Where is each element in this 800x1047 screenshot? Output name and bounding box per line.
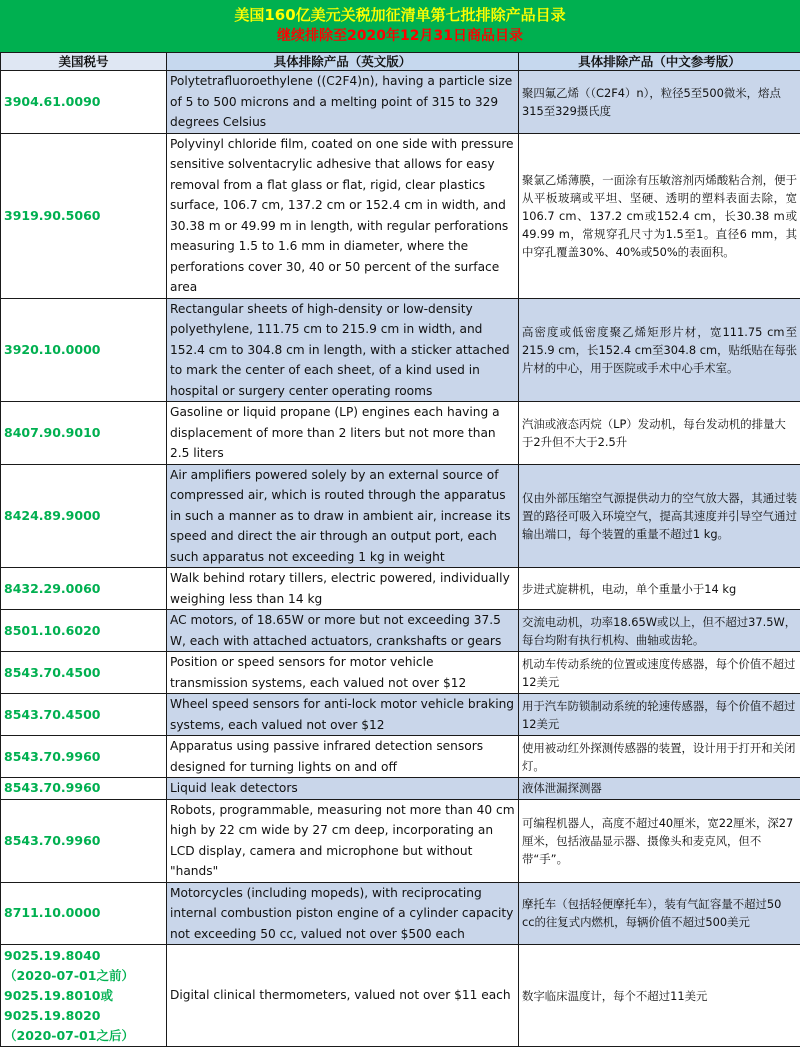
english-description-cell: Wheel speed sensors for anti-lock motor vehicle braking systems, each valued not over $12 [167,694,519,736]
hts-code-cell: 8432.29.0060 [1,568,167,610]
exclusion-table [0,52,800,1047]
english-description-cell: Polyvinyl chloride film, coated on one side with pressure sensitive solventacrylic adhesive that allows for easy removal from a flat glass or flat, rigid, clear plastics surface, 106.7 cm, 137.2 cm or 152.4 cm in width, and 30.38 m or 49.99 m in length, with regular perforations measuring 1.5 to 1.6 mm in diameter, where the perforations cover 30, 40 or 50 percent of the surface area [167,133,519,298]
chinese-description-cell: 可编程机器人，高度不超过40厘米，宽22厘米，深27厘米，包括液晶显示器、摄像头和麦克风，但不带“手”。 [519,799,800,882]
column-header-chinese: 具体排除产品（中文参考版） [519,53,800,71]
english-description-cell: Digital clinical thermometers, valued not over $11 each [167,945,519,1047]
english-description-cell: Robots, programmable, measuring not more than 40 cm high by 22 cm wide by 27 cm deep, incorporating an LCD display, camera and microphone but without "hands" [167,799,519,882]
table-row [1,133,800,298]
hts-code-line: 9025.19.8020 [4,1006,163,1026]
hts-code-cell: 3919.90.5060 [1,133,167,298]
hts-code-line: 9025.19.8010或 [4,986,163,1006]
english-description-cell: Gasoline or liquid propane (LP) engines each having a displacement of more than 2 liters but not more than 2.5 liters [167,402,519,465]
table-row [1,568,800,610]
english-description-cell: Motorcycles (including mopeds), with reciprocating internal combustion piston engine of a cylinder capacity not exceeding 50 cc, valued not over $500 each [167,882,519,945]
hts-code-cell: 8543.70.9960 [1,799,167,882]
chinese-description-cell: 用于汽车防锁制动系统的轮速传感器，每个价值不超过12美元 [519,694,800,736]
chinese-description-cell: 机动车传动系统的位置或速度传感器，每个价值不超过12美元 [519,652,800,694]
table-row [1,71,800,134]
table-row [1,778,800,800]
english-description-cell: AC motors, of 18.65W or more but not exceeding 37.5 W, each with attached actuators, crankshafts or gears [167,610,519,652]
chinese-description-cell: 液体泄漏探测器 [519,778,800,800]
table-row [1,610,800,652]
hts-code-cell: 3920.10.0000 [1,298,167,402]
english-description-cell: Apparatus using passive infrared detection sensors designed for turning lights on and off [167,736,519,778]
table-row [1,464,800,568]
table-row [1,799,800,882]
hts-code-line: 9025.19.8040 [4,946,163,966]
hts-code-cell: 8501.10.6020 [1,610,167,652]
hts-code-cell: 3904.61.0090 [1,71,167,134]
title-banner [0,0,800,52]
english-description-cell: Air amplifiers powered solely by an external source of compressed air, which is routed through the apparatus in such a manner as to draw in ambient air, increase its speed and direct the air through an output port, each such apparatus not exceeding 1 kg in weight [167,464,519,568]
english-description-cell: Position or speed sensors for motor vehicle transmission systems, each valued not over $12 [167,652,519,694]
column-header-hts-code: 美国税号 [1,53,167,71]
english-description-cell: Polytetrafluoroethylene ((C2F4)n), having a particle size of 5 to 500 microns and a melting point of 315 to 329 degrees Celsius [167,71,519,134]
chinese-description-cell: 聚四氟乙烯（（C2F4）n），粒径5至500微米，熔点315至329摄氏度 [519,71,800,134]
chinese-description-cell: 高密度或低密度聚乙烯矩形片材，宽111.75 cm至215.9 cm，长152.4 cm至304.8 cm，贴纸贴在每张片材的中心，用于医院或手术中心手术室。 [519,298,800,402]
hts-code-cell: 8424.89.9000 [1,464,167,568]
column-header-english: 具体排除产品（英文版） [167,53,519,71]
table-row [1,652,800,694]
table-row [1,882,800,945]
chinese-description-cell: 摩托车（包括轻便摩托车），装有气缸容量不超过50 cc的往复式内燃机，每辆价值不超过500美元 [519,882,800,945]
hts-code-cell: 8543.70.4500 [1,694,167,736]
table-header-row [1,53,800,71]
table-row [1,945,800,1047]
chinese-description-cell: 仅由外部压缩空气源提供动力的空气放大器，其通过装置的路径可吸入环境空气，提高其速度并引导空气通过输出端口，每个装置的重量不超过1 kg。 [519,464,800,568]
hts-code-cell: 8543.70.9960 [1,778,167,800]
table-row [1,736,800,778]
hts-code-cell: 8407.90.9010 [1,402,167,465]
hts-code-note: （2020-07-01之前） [4,966,163,986]
chinese-description-cell: 数字临床温度计，每个不超过11美元 [519,945,800,1047]
hts-code-note: （2020-07-01之后） [4,1026,163,1046]
chinese-description-cell: 聚氯乙烯薄膜，一面涂有压敏溶剂丙烯酸粘合剂，便于从平板玻璃或平坦、坚硬、透明的塑料表面去除，宽106.7 cm、137.2 cm或152.4 cm，长30.38 m或49.99 m，常规穿孔尺寸为1.5至1。直径6 mm，其中穿孔覆盖30%、40%或50%的表面积。 [519,133,800,298]
chinese-description-cell: 使用被动红外探测传感器的装置，设计用于打开和关闭灯。 [519,736,800,778]
page-subtitle: 继续排除至2020年12月31日商品目录 [0,26,800,46]
english-description-cell: Rectangular sheets of high-density or low-density polyethylene, 111.75 cm to 215.9 cm in width, and 152.4 cm to 304.8 cm in length, with a sticker attached to mark the center of each sheet, of a kind used in hospital or surgery center operating rooms [167,298,519,402]
page-title: 美国160亿美元关税加征清单第七批排除产品目录 [0,5,800,25]
table-row [1,402,800,465]
hts-code-cell: 8543.70.9960 [1,736,167,778]
chinese-description-cell: 交流电动机，功率18.65W或以上，但不超过37.5W，每台均附有执行机构、曲轴或齿轮。 [519,610,800,652]
hts-code-cell: 8711.10.0000 [1,882,167,945]
chinese-description-cell: 汽油或液态丙烷（LP）发动机，每台发动机的排量大于2升但不大于2.5升 [519,402,800,465]
hts-code-cell: 8543.70.4500 [1,652,167,694]
english-description-cell: Liquid leak detectors [167,778,519,800]
table-row [1,298,800,402]
table-row [1,694,800,736]
chinese-description-cell: 步进式旋耕机，电动，单个重量小于14 kg [519,568,800,610]
hts-code-cell [1,945,167,1047]
english-description-cell: Walk behind rotary tillers, electric powered, individually weighing less than 14 kg [167,568,519,610]
